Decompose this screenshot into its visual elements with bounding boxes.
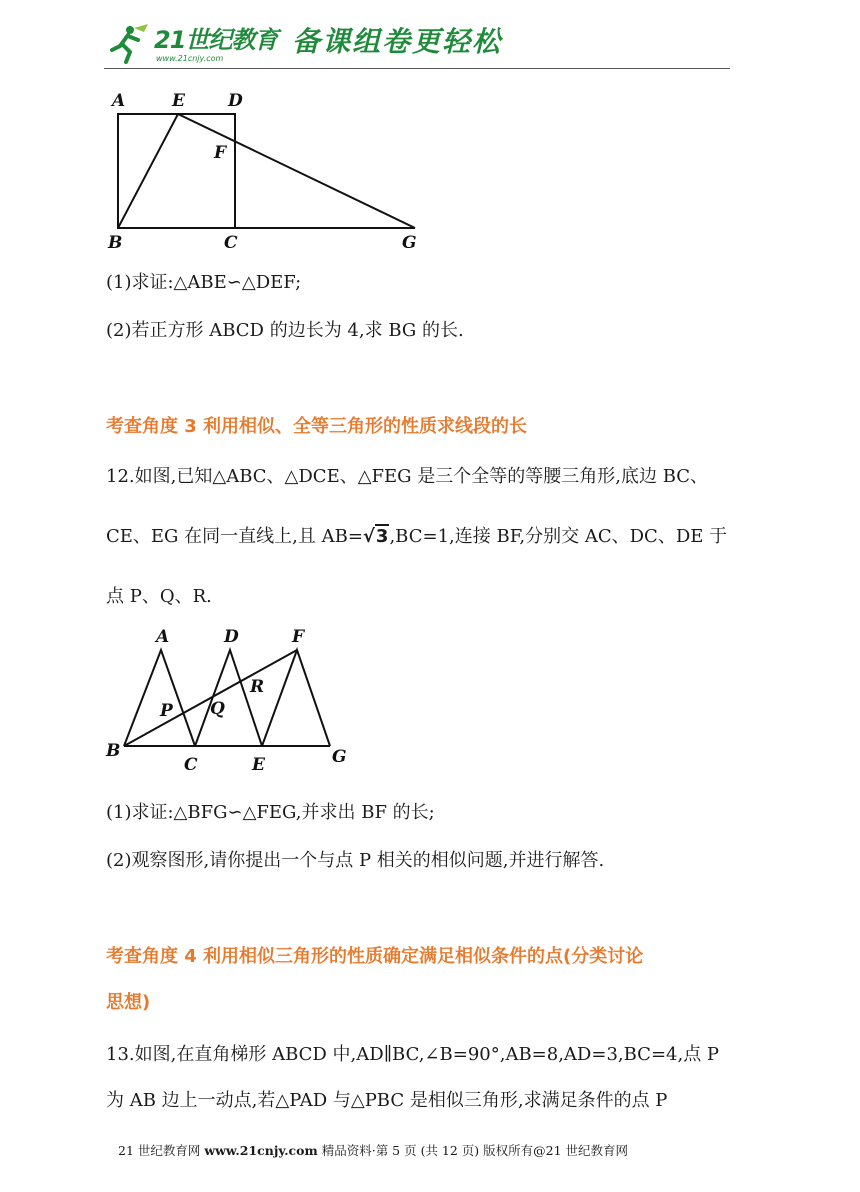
q12-line1: 12.如图,已知△ABC、△DCE、△FEG 是三个全等的等腰三角形,底边 BC、 [106,466,709,487]
fig1-label-e: E [172,91,185,111]
q12-part1: (1)求证:△BFG∽△FEG,并求出 BF 的长; [106,802,435,823]
fig1-label-c: C [224,233,238,253]
fig2-label-p: P [160,701,173,721]
q13-line1: 13.如图,在直角梯形 ABCD 中,AD∥BC,∠B=90°,AB=8,AD=3,BC=4,点 P [106,1044,720,1065]
fig2-label-f: F [292,627,305,647]
fig2-label-d: D [224,627,239,647]
fig2-label-e: E [252,755,265,775]
page-header [104,14,730,70]
fig1-label-d: D [228,91,243,111]
fig2-label-q: Q [210,699,225,719]
q11-part2: (2)若正方形 ABCD 的边长为 4,求 BG 的长. [106,320,464,341]
fig1-label-g: G [402,233,417,253]
q12-line2-pre: CE、EG 在同一直线上,且 AB= [106,526,363,547]
q13-line2: 为 AB 边上一动点,若△PAD 与△PBC 是相似三角形,求满足条件的点 P [106,1090,668,1111]
q12-line2 [106,522,727,548]
runner-logo-icon [104,20,154,66]
brand-url: www.21cnjy.com [156,54,224,63]
q12-part2: (2)观察图形,请你提出一个与点 P 相关的相似问题,并进行解答. [106,850,605,871]
footer-info: 精品资料·第 5 页 (共 12 页) 版权所有@21 世纪教育网 [321,1143,629,1158]
header-slogan: 备课组卷更轻松 [292,25,503,58]
header-divider [104,68,730,69]
sqrt-three [363,526,390,547]
section4-title-line2: 思想) [106,992,151,1013]
q12-line2-post: ,BC=1,连接 BF,分别交 AC、DC、DE 于 [389,526,728,547]
fig2-label-b: B [106,741,121,761]
fig1-label-a: A [112,91,126,111]
fig2-label-a: A [156,627,170,647]
fig2-label-c: C [184,755,198,775]
brand-name: 21世纪教育 [154,26,278,54]
footer-site: 21 世纪教育网 [118,1143,201,1158]
q11-part1: (1)求证:△ABE∽△DEF; [106,272,302,293]
fig2-label-r: R [250,677,265,697]
sqrt-symbol: √ [362,526,375,547]
fig2-label-g: G [332,747,347,767]
figure-square-triangle [100,86,430,256]
section4-title-line1: 考查角度 4 利用相似三角形的性质确定满足相似条件的点(分类讨论 [106,946,644,967]
fig1-label-b: B [108,233,123,253]
footer-url: www.21cnjy.com [204,1143,318,1158]
q12-line3: 点 P、Q、R. [106,586,212,607]
section3-title: 考查角度 3 利用相似、全等三角形的性质求线段的长 [106,416,528,437]
page-footer [118,1141,628,1159]
sqrt-value: 3 [375,526,389,547]
figure-three-triangles [100,620,360,780]
fig1-label-f: F [214,143,227,163]
